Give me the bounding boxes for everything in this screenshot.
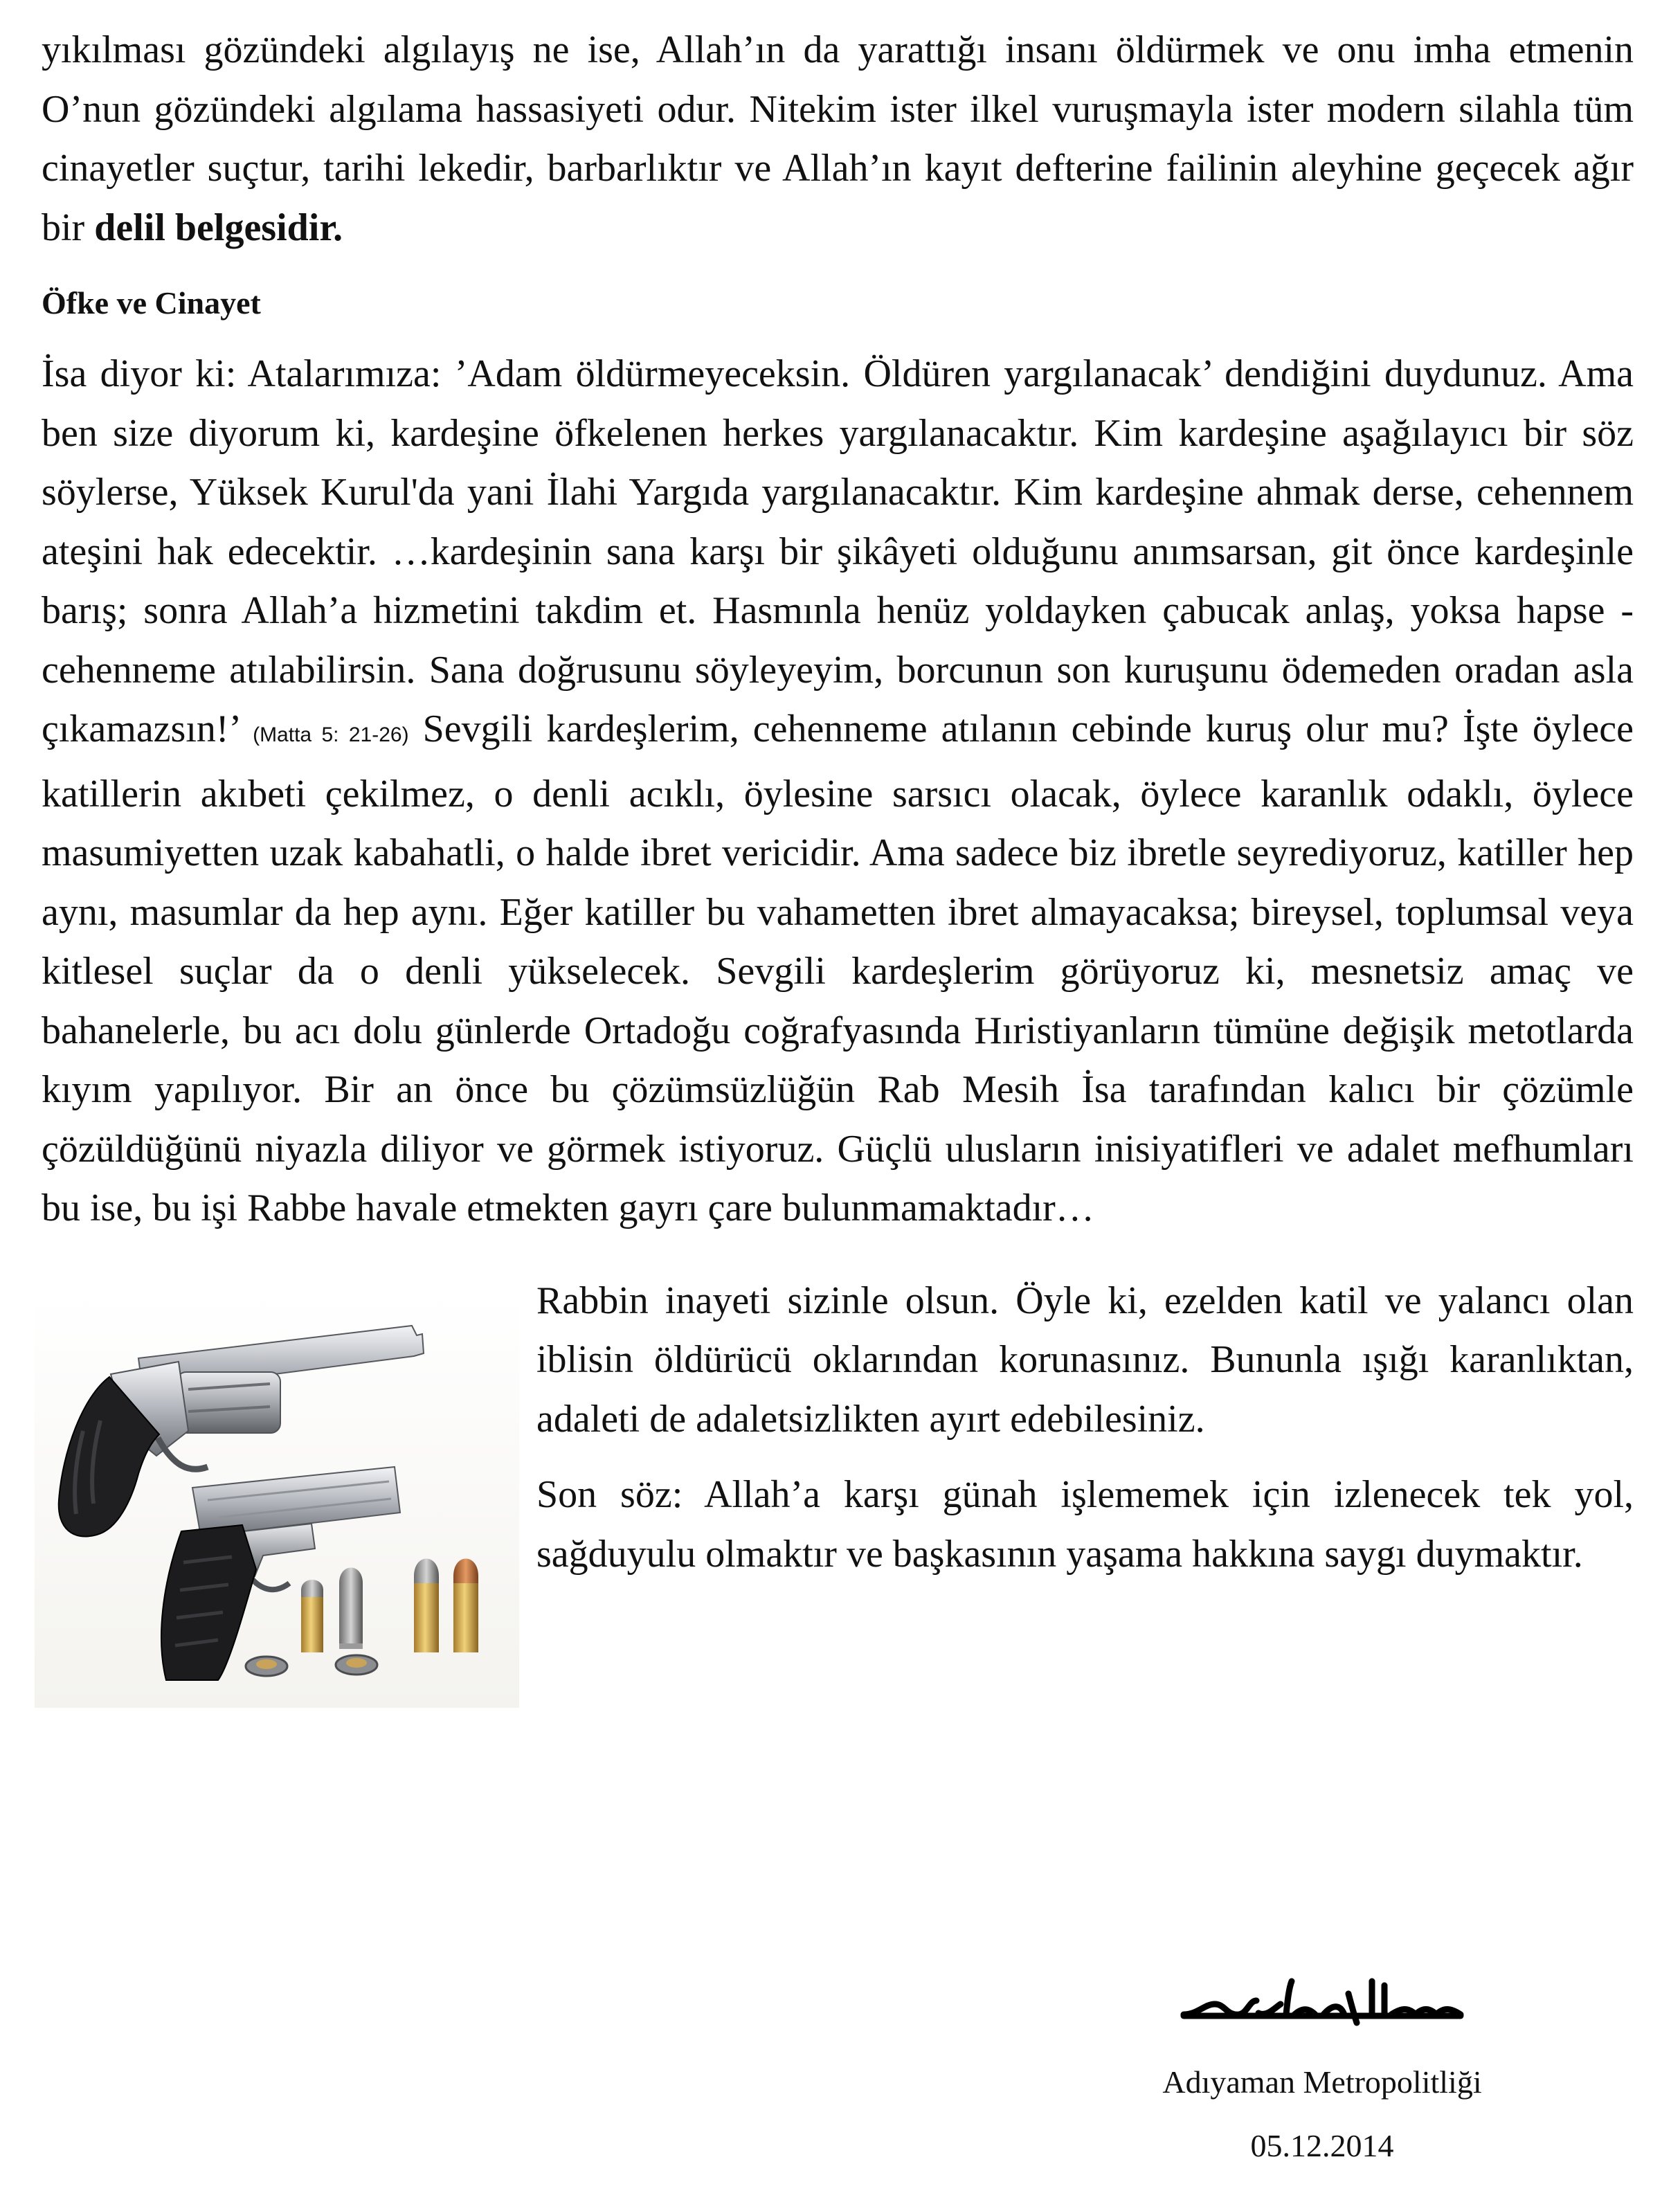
section-heading: Öfke ve Cinayet: [42, 285, 261, 321]
main-text-before-citation: İsa diyor ki: Atalarımıza: ’Adam öldürmeyeceksin. Öldüren yargılanacak’ dendiğini duydunuz. Ama ben size diyorum ki, kardeşine öfkelenen herkes yargılanacaktır. Kim kardeşine aşağılayıcı bir söz söylerse, Yüksek Kurul'da yani İlahi Yargıda yargılanacaktır. Kim kardeşine ahmak derse, cehennem ateşini hak edecektir. …kardeşinin sana karşı bir şikâyeti olduğunu anımsarsan, git önce kardeşinle barış; sonra Allah’a hizmetini takdim et. Hasmınla henüz yoldayken çabucak anlaş, yoksa hapse - cehenneme atılabilirsin. Sana doğrusunu söyleyeyim, borcunun son kuruşunu ödemeden oradan asla çıkamazsın!’: [42, 352, 1634, 750]
signature-block: [1080, 1966, 1564, 2167]
main-text-after-citation: Sevgili kardeşlerim, cehenneme atılanın cebinde kuruş olur mu? İşte öylece katillerin akıbeti çekilmez, o denli acıklı, öylesine sarsıcı olacak, öylece karanlık odaklı, öylece masumiyetten uzak kabahatli, o halde ibret vericidir. Ama sadece biz ibretle seyrediyoruz, katiller hep aynı, masumlar da hep aynı. Eğer katiller bu vahametten ibret almayacaksa; bireysel, toplumsal veya kitlesel suçlar da o denli yükselecek. Sevgili kardeşlerim görüyoruz ki, mesnetsiz amaç ve bahanelerle, bu acı dolu günlerde Ortadoğu coğrafyasında Hıristiyanların tümüne değişik metotlarda kıyım yapılıyor. Bir an önce bu çözümsüzlüğün Rab Mesih İsa tarafından kalıcı bir çözümle çözüldüğünü niyazla diliyor ve görmek istiyoruz. Güçlü ulusların inisiyatifleri ve adalet mefhumları bu ise, bu işi Rabbe havale etmekten gayrı çare bulunmamaktadır…: [42, 707, 1634, 1229]
syriac-signature-stamp: [1170, 1966, 1474, 2035]
intro-paragraph: [42, 21, 1634, 258]
intro-text: yıkılması gözündeki algılayış ne ise, Allah’ın da yarattığı insanı öldürmek ve onu imha etmenin O’nun gözündeki algılama hassasiyeti odur. Nitekim ister ilkel vuruşmayla ister modern silahla tüm cinayetler suçtur, tarihi lekedir, barbarlıktır ve Allah’ın kayıt defterine failinin aleyhine geçecek ağır bir: [42, 28, 1634, 249]
blessing-paragraph: Rabbin inayeti sizinle olsun. Öyle ki, ezelden katil ve yalancı olan iblisin öldürücü oklarından korunasınız. Bununla ışığı karanlıktan, adaleti de adaletsizlikten ayırt edebilesiniz.: [536, 1279, 1634, 1441]
document-page: [42, 21, 1634, 1756]
bible-citation: (Matta 5: 21-26): [253, 723, 409, 746]
closing-section: [42, 1272, 1634, 1756]
main-paragraph: [42, 345, 1634, 1238]
document-date: 05.12.2014: [1250, 2128, 1394, 2163]
firearms-and-bullets-illustration: [35, 1292, 519, 1708]
intro-bold-phrase: delil belgesidir.: [94, 206, 343, 249]
last-word-paragraph: Son söz: Allah’a karşı günah işlememek için izlenecek tek yol, sağduyulu olmaktır ve başkasının yaşama hakkına saygı duymaktır.: [536, 1473, 1634, 1576]
closing-text-column: [536, 1272, 1634, 1585]
organization-name: Adıyaman Metropolitliği: [1162, 2064, 1482, 2100]
